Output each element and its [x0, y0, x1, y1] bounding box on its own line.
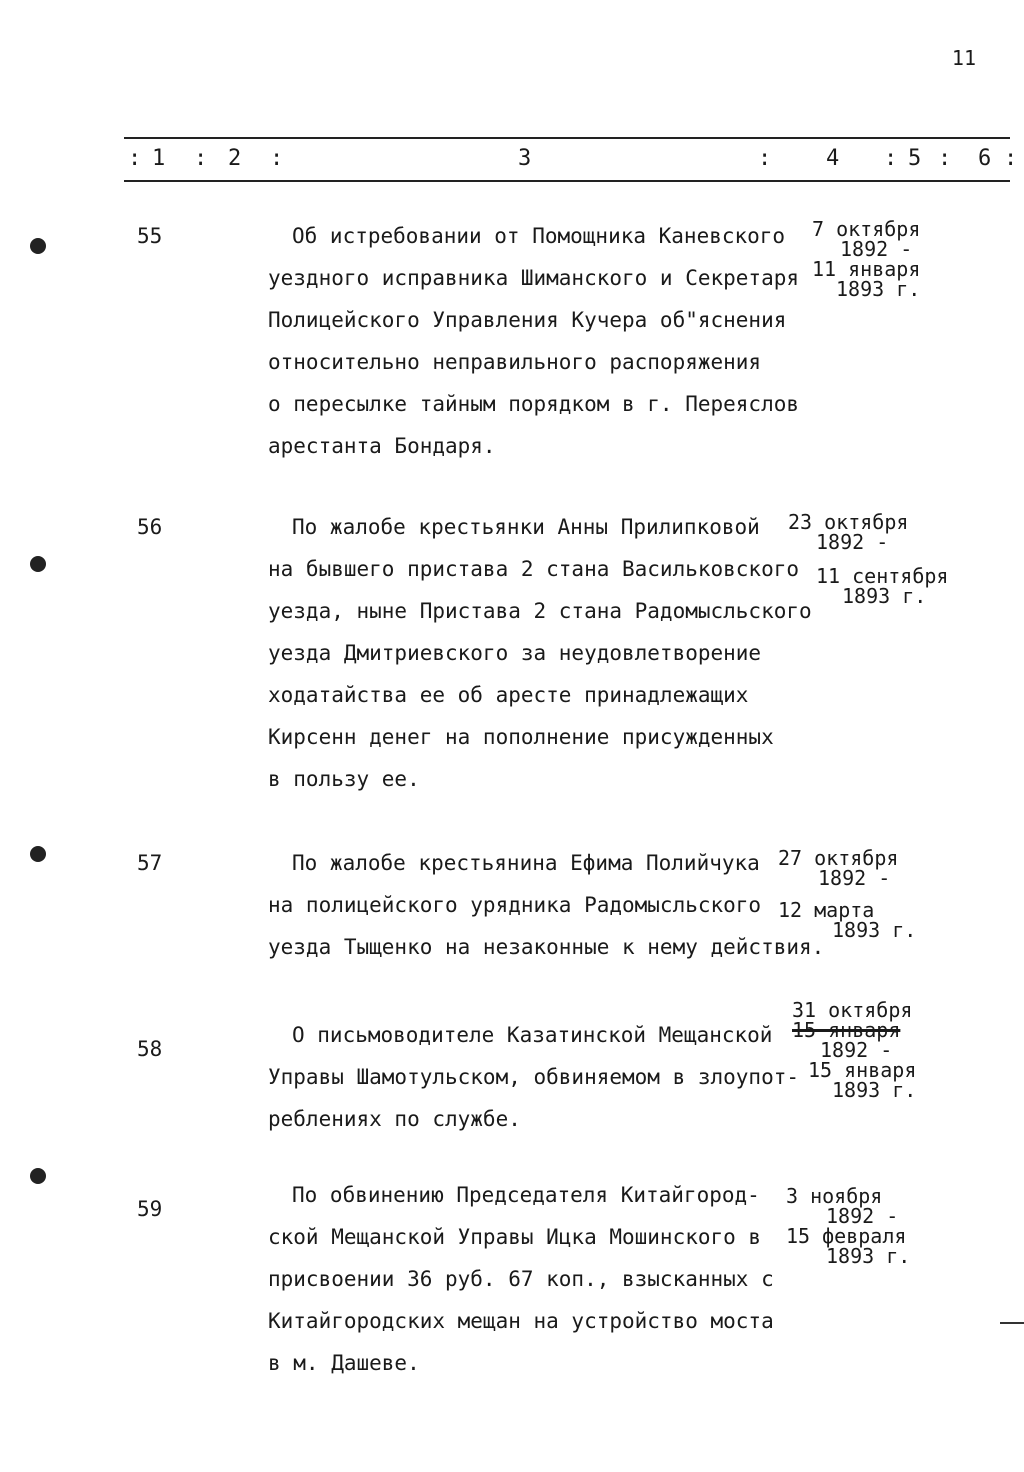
- date-start-year: 1892 -: [840, 237, 913, 261]
- column-header-1: 1: [152, 146, 166, 171]
- date-start-year: 1892 -: [820, 1038, 893, 1062]
- description-line: уезда Тыщенко на незаконные к нему действия.: [268, 935, 825, 959]
- date-start: 23 октября: [788, 510, 909, 534]
- date-start: 7 октября: [812, 217, 921, 241]
- date-end-year: 1893 г.: [832, 918, 917, 942]
- description-line: арестанта Бондаря.: [268, 434, 496, 458]
- description-line: реблениях по службе.: [268, 1107, 521, 1131]
- date-end-year: 1893 г.: [826, 1244, 911, 1268]
- description-line: в м. Дашеве.: [268, 1351, 420, 1375]
- description-line: По жалобе крестьянина Ефима Полийчука: [292, 851, 760, 875]
- date-end-year: 1893 г.: [832, 1078, 917, 1102]
- description-line: ходатайства ее об аресте принадлежащих: [268, 683, 749, 707]
- punch-hole: [30, 556, 46, 572]
- description-line: присвоении 36 руб. 67 коп., взысканных с: [268, 1267, 774, 1291]
- date-start: 31 октября: [792, 998, 913, 1022]
- date-start: 3 ноября: [786, 1184, 883, 1208]
- description-line: в пользу ее.: [268, 767, 420, 791]
- description-line: По обвинению Председателя Китайгород-: [292, 1183, 760, 1207]
- entry-number: 57: [137, 851, 163, 875]
- header-rule-top: [124, 137, 1010, 139]
- column-header-5: 5: [908, 146, 922, 171]
- description-line: относительно неправильного распоряжения: [268, 350, 762, 374]
- entry-dates: [792, 1000, 916, 1100]
- date-start-year: 1892 -: [818, 866, 891, 890]
- entry-description: [268, 215, 828, 467]
- description-line: По жалобе крестьянки Анны Прилипковой: [292, 515, 760, 539]
- description-line: уезда Дмитриевского за неудовлетворение: [268, 641, 762, 665]
- description-line: на бывшего пристава 2 стана Васильковского: [268, 557, 800, 581]
- punch-hole: [30, 238, 46, 254]
- column-header-3: 3: [518, 146, 532, 171]
- entry-dates: [788, 512, 948, 606]
- date-end: 15 января: [808, 1058, 917, 1082]
- column-header-4: 4: [826, 146, 840, 171]
- date-end: 15 февраля: [786, 1224, 907, 1248]
- column-separator: :: [758, 146, 772, 171]
- description-line: Китайгородских мещан на устройство моста: [268, 1309, 774, 1333]
- description-line: Об истребовании от Помощника Каневского: [292, 224, 786, 248]
- description-line: на полицейского урядника Радомысльского: [268, 893, 762, 917]
- column-separator: :: [270, 146, 284, 171]
- entry-description: [268, 842, 828, 968]
- header-rule-bottom: [124, 180, 1010, 182]
- entry-dates: [786, 1186, 910, 1266]
- column-separator: :: [128, 146, 142, 171]
- date-struck-out: 15 января: [792, 1018, 901, 1042]
- page-number: 11: [951, 46, 976, 70]
- column-separator: :: [938, 146, 952, 171]
- description-line: уездного исправника Шиманского и Секретаря: [268, 266, 800, 290]
- entry-description: [268, 1014, 828, 1140]
- date-end: 11 сентября: [816, 564, 949, 588]
- entry-dates: [812, 219, 920, 299]
- punch-hole: [30, 1168, 46, 1184]
- column-separator: :: [194, 146, 208, 171]
- description-line: ской Мещанской Управы Ицка Мошинского в: [268, 1225, 762, 1249]
- date-start: 27 октября: [778, 846, 899, 870]
- margin-mark: [1000, 1322, 1024, 1324]
- column-header-6: 6: [978, 146, 992, 171]
- description-line: о пересылке тайным порядком в г. Переяслов: [268, 392, 800, 416]
- column-separator: :: [1004, 146, 1018, 171]
- description-line: О письмоводителе Казатинской Мещанской: [292, 1023, 773, 1047]
- date-start-year: 1892 -: [816, 530, 889, 554]
- entry-number: 59: [137, 1197, 163, 1221]
- date-start-year: 1892 -: [826, 1204, 899, 1228]
- entry-description: [268, 506, 828, 800]
- entry-dates: [778, 848, 916, 940]
- column-header-2: 2: [228, 146, 242, 171]
- punch-hole: [30, 846, 46, 862]
- date-end: 12 марта: [778, 898, 875, 922]
- description-line: Управы Шамотульском, обвиняемом в злоупот-: [268, 1065, 800, 1089]
- date-end-year: 1893 г.: [836, 277, 921, 301]
- date-end: 11 января: [812, 257, 921, 281]
- description-line: Кирсенн денег на пополнение присужденных: [268, 725, 774, 749]
- entry-description: [268, 1174, 828, 1384]
- date-end-year: 1893 г.: [842, 584, 927, 608]
- entry-number: 55: [137, 224, 163, 248]
- entry-number: 58: [137, 1037, 163, 1061]
- column-separator: :: [884, 146, 898, 171]
- description-line: Полицейского Управления Кучера об"яснения: [268, 308, 787, 332]
- entry-number: 56: [137, 515, 163, 539]
- description-line: уезда, ныне Пристава 2 стана Радомысльского: [268, 599, 812, 623]
